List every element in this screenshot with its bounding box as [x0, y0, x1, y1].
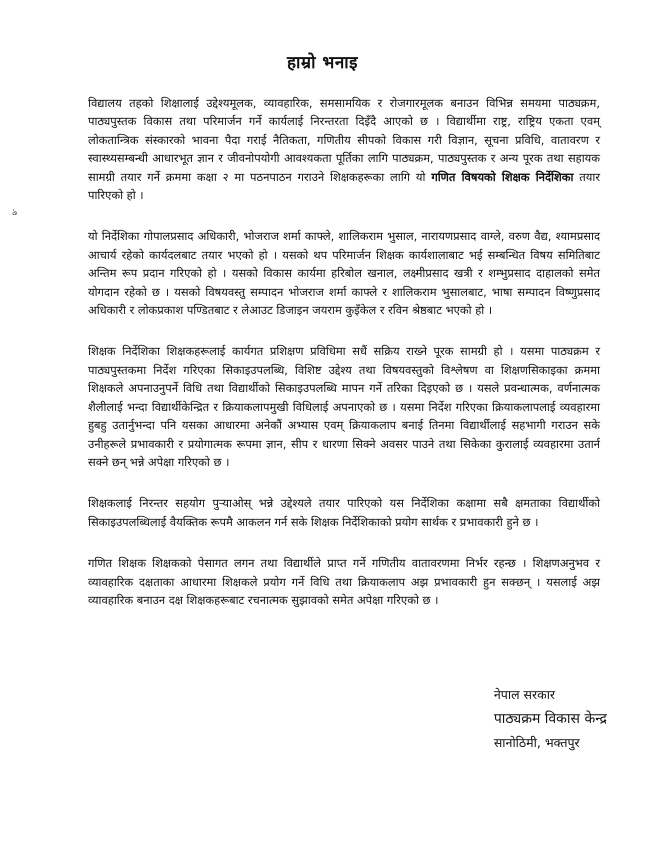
- document-body: [88, 94, 600, 632]
- paragraph-introduction: [88, 94, 600, 204]
- paragraph-continuous-support: शिक्षकलाई निरन्तर सहयोग पुऱ्याओस् भन्ने उद्देश्यले तयार पारिएको यस निर्देशिका कक्षामा सबै क्षमताका विद्यार्थीको सिकाइउपलब्धिलाई वैयक्तिक रूपमै आकलन गर्न सके शिक्षक निर्देशिकाको प्रयोग सार्थक र प्रभावकारी हुने छ ।: [88, 496, 600, 529]
- margin-mark: ঌ: [12, 208, 18, 218]
- paragraph-contributors: यो निर्देशिका गोपालप्रसाद अधिकारी, भोजराज शर्मा काफ्ले, शालिकराम भुसाल, नारायणप्रसाद वाग्ले, वरुण वैद्य, श्यामप्रसाद आचार्य रहेको कार्यदलबाट तयार भएको हो । यसको थप परिमार्जन शिक्षक कार्यशालाबाट भई सम्बन्धित विषय समितिबाट अन्तिम रूप प्रदान गरिएको हो । यसको विकास कार्यमा हरिबोल खनाल, लक्ष्मीप्रसाद खत्री र शम्भुप्रसाद दाहालको समेत योगदान रहेको छ । यसको विषयवस्तु सम्पादन भोजराज शर्मा काफ्ले र शालिकराम भुसालबाट, भाषा सम्पादन विष्णुप्रसाद अधिकारी र लोकप्रकाश पण्डितबाट र लेआउट डिजाइन जयराम कुइँकेल र रविन श्रेष्ठबाट भएको हो ।: [88, 229, 600, 318]
- paragraph-1-emphasis: गणित विषयको शिक्षक निर्देशिका: [431, 169, 574, 184]
- signature-block: [494, 683, 607, 755]
- signature-government: नेपाल सरकार: [493, 687, 556, 702]
- page-title: हाम्रो भनाइ: [286, 53, 359, 73]
- paragraph-guide-purpose: शिक्षक निर्देशिका शिक्षकहरूलाई कार्यगत प्रशिक्षण प्रविधिमा सधैं सक्रिय राख्ने पूरक सामग्री हो । यसमा पाठ्यक्रम र पाठ्यपुस्तकमा निर्देश गरिएका सिकाइउपलब्धि, विशिष्ट उद्देश्य तथा विषयवस्तुको विश्लेषण वा शिक्षणसिकाइका क्रममा शिक्षकले अपनाउनुपर्ने विधि तथा विद्यार्थीको सिकाइउपलब्धि मापन गर्ने तरिका दिइएको छ । यसले प्रवन्धात्मक, वर्णनात्मक शैलीलाई भन्दा विद्यार्थीकेन्द्रित र क्रियाकलापमुखी विधिलाई अपनाएको छ । यसमा निर्देश गरिएका क्रियाकलापलाई व्यवहारमा हुबहु उतार्नुभन्दा पनि यसका आधारमा अनेकौं अभ्यास एवम् क्रियाकलाप बनाई तिनमा विद्यार्थीलाई सहभागी गराउन सके उनीहरूले प्रभावकारी र प्रयोगात्मक रूपमा ज्ञान, सीप र धारणा सिक्ने अवसर पाउने तथा सिकेका कुरालाई व्यवहारमा उतार्न सक्ने छन् भन्ने अपेक्षा गरिएको छ ।: [88, 344, 600, 469]
- paragraph-1-text: विद्यालय तहको शिक्षालाई उद्देश्यमूलक, व्यावहारिक, समसामयिक र रोजगारमूलक बनाउन विभिन्न समयमा पाठ्यक्रम, पाठ्यपुस्तक विकास तथा परिमार्जन गर्ने कार्यलाई निरन्तरता दिइँदै आएको छ । विद्यार्थीमा राष्ट्र, राष्ट्रिय एकता एवम् लोकतान्त्रिक संस्कारको भावना पैदा गराई नैतिकता, गणितीय सीपको विकास गरी विज्ञान, सूचना प्रविधि, वातावरण र स्वास्थ्यसम्बन्धी आधारभूत ज्ञान र जीवनोपयोगी आवश्यकता पूर्तिका लागि पाठ्यक्रम, पाठ्यपुस्तक र अन्य पूरक तथा सहायक सामग्री तयार गर्ने क्रममा कक्षा २ मा पठनपाठन गराउने शिक्षकहरूका लागि यो: [88, 96, 600, 184]
- signature-address: सानोठिमी, भक्तपुर: [493, 735, 580, 750]
- signature-organization: पाठ्यक्रम विकास केन्द्र: [493, 711, 607, 727]
- paragraph-1-text-end: तयार पारिएको हो ।: [88, 169, 600, 203]
- paragraph-closing: गणित शिक्षक शिक्षकको पेसागत लगन तथा विद्यार्थीले प्राप्त गर्ने गणितीय वातावरणमा निर्भर रहन्छ । शिक्षणअनुभव र व्यावहारिक दक्षताका आधारमा शिक्षकले प्रयोग गर्ने विधि तथा क्रियाकलाप अझ प्रभावकारी हुन सक्छन् । यसलाई अझ व्यावहारिक बनाउन दक्ष शिक्षकहरूबाट रचनात्मक सुझावको समेत अपेक्षा गरिएको छ ।: [88, 556, 600, 607]
